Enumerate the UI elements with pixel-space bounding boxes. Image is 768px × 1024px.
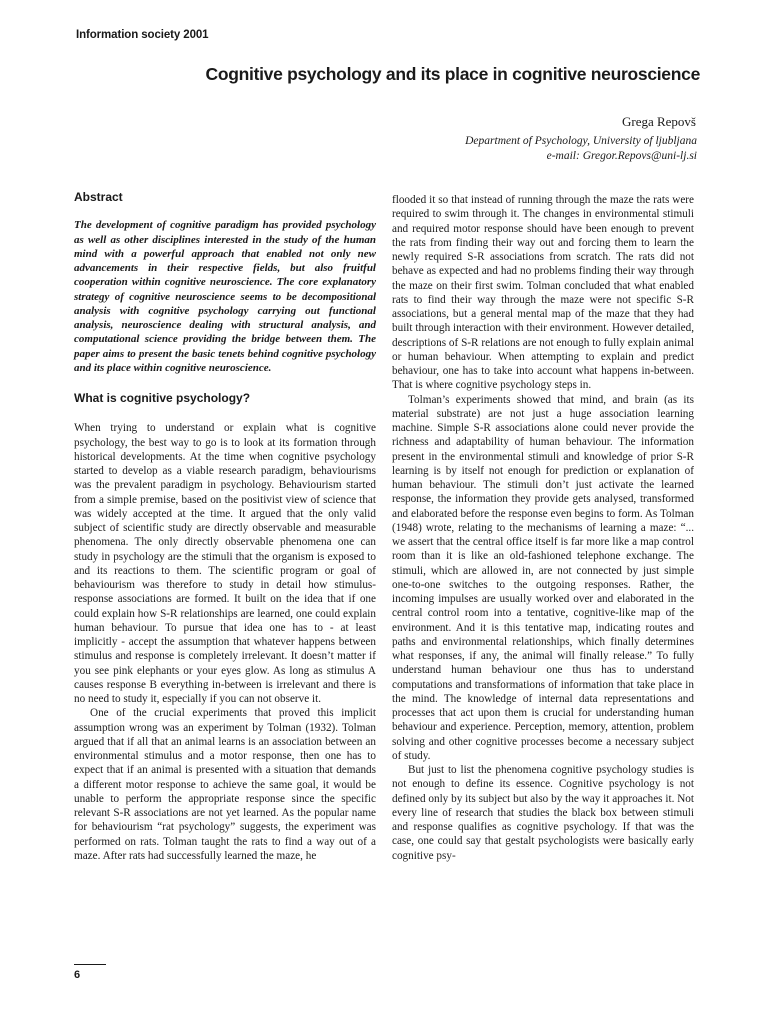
footer-rule <box>74 964 106 965</box>
author-affiliation <box>465 134 697 164</box>
page-number: 6 <box>74 969 81 981</box>
body-paragraph: But just to list the phenomena cognitive psychology studies is not enough to define its essence. Cognitive psychology is not defined only by its subject but also by the way it approaches it. Not every line of research that studies the black box between stimuli and response qualifies as cognitive psychology. If that was the case, one could say that gestalt psychologists were basically early cognitive psy- <box>392 764 694 862</box>
left-column <box>74 190 376 863</box>
paper-title: Cognitive psychology and its place in cognitive neuroscience <box>205 64 700 84</box>
body-paragraph: flooded it so that instead of running through the maze the rats were required to swim through it. The changes in environmental stimuli and required motor response should have been enough to prevent the rats from finding their way out and forcing them to learn the newly required S-R associations from scratch. The rats did not behave as expected and had no problems finding their way through the maze on their first swim. Tolman concluded that what enabled rats to find their way through the maze were not specific S-R associations, but a general mental map of the maze that they had built through interaction with their environment. However detailed, descriptions of S-R relations are not enough to fully explain animal or human behaviour. When attempting to explain and predict behaviour, one has to take into account what happens in-between. That is where cognitive psychology steps in. <box>392 194 694 392</box>
body-paragraph: When trying to understand or explain what is cognitive psychology, the best way to go is to look at its formation through historical developments. At the time when cognitive psychology started to develop as a viable research paradigm, behaviourisms was the prevalent paradigm in psychology. Behaviourism started from a simple premise, based on the positivist view of science that was widely accepted at the time. It argued that the only valid subject of scientific study are directly observable and measurable phenomena. The only directly observable phenomena one can study in psychology are the stimuli that the organism is exposed to and its reactions to them. The scientific program or goal of behaviourism was therefore to study in detail how stimulus-response associations are formed. It built on the idea that if one could explain how S-R relationships are learned, one could explain human behaviour. To pursue that idea one has to - at least implicitly - accept the assumption that whatever happens between stimulus and response is completely irrelevant. It doesn’t matter if you see pink elephants or your eyes glow. As long as stimulus A causes response B everything in-between is irrelevant and there is no need to study it, especially if you can not observe it. <box>74 422 376 705</box>
body-paragraph: Tolman’s experiments showed that mind, and brain (as its material substrate) are not just a huge association learning machine. Simple S-R associations alone could never provide the richness and adaptability of human behaviour. The information present in the environmental stimuli and knowledge of prior S-R learning is by itself not enough for prediction or explanation of human behaviour. The stimuli don’t just activate the learned response, the information they provide gets analysed, transformed and elaborated before the response even begins to form. As Tolman (1948) wrote, relating to the mechanisms of learning a maze: “... we assert that the central office itself is far more like a map control room than it is like an old-fashioned telephone exchange. The stimuli, which are allowed in, are not connected by just simple one-to-one switches to the outgoing responses. Rather, the incoming impulses are usually worked over and elaborated in the central control room into a tentative, cognitive-like map of the environment. And it is this tentative map, indicating routes and paths and environmental relationships, which finally determines what responses, if any, the animal will finally release.” To fully understand human behaviour one thus has to understand computations and transformations of information that take place in the mind. The knowledge of internal data representations and processes that act upon them is crucial for understanding human behaviour and experience. Perception, memory, attention, problem solving and other cognitive processes become a necessary subject of study. <box>392 393 694 762</box>
body-paragraph: One of the crucial experiments that proved this implicit assumption wrong was an experiment by Tolman (1932). Tolman argued that if all that an animal learns is an association between an environmental stimulus and a motor response, then one has to expect that if an animal is presented with a situation that demands a different motor response to achieve the same goal, it would be unable to perform the appropriate response since the specific relevant S-R associations are not yet learned. As the popular name for behaviourism “rat psychology” suggests, the experiment was performed on rats. Tolman taught the rats to find a way out of a maze. After rats had successfully learned the maze, he <box>74 707 376 862</box>
section-heading: What is cognitive psychology? <box>74 391 251 405</box>
affiliation-department: Department of Psychology, University of ljubljana <box>465 135 697 147</box>
affiliation-email: e-mail: Gregor.Repovs@uni-lj.si <box>546 150 697 162</box>
abstract-text: The development of cognitive paradigm has provided psychology as well as other disciplines interested in the study of the human mind with a powerful approach that enabled not only new advancements in their respective fields, but also fruitful cooperation within cognitive neuroscience. The core explanatory strategy of cognitive neuroscience seems to be decompositional analysis with cognitive psychology carrying out functional analysis, neuroscience dealing with structural analysis, and computational science providing the bridge between them. The paper aims to present the basic tenets behind cognitive psychology and its place within cognitive neuroscience. <box>74 219 376 374</box>
author-name: Grega Repovš <box>621 114 696 129</box>
right-column <box>392 193 694 863</box>
abstract-heading: Abstract <box>74 190 123 204</box>
running-head: Information society 2001 <box>76 29 209 41</box>
